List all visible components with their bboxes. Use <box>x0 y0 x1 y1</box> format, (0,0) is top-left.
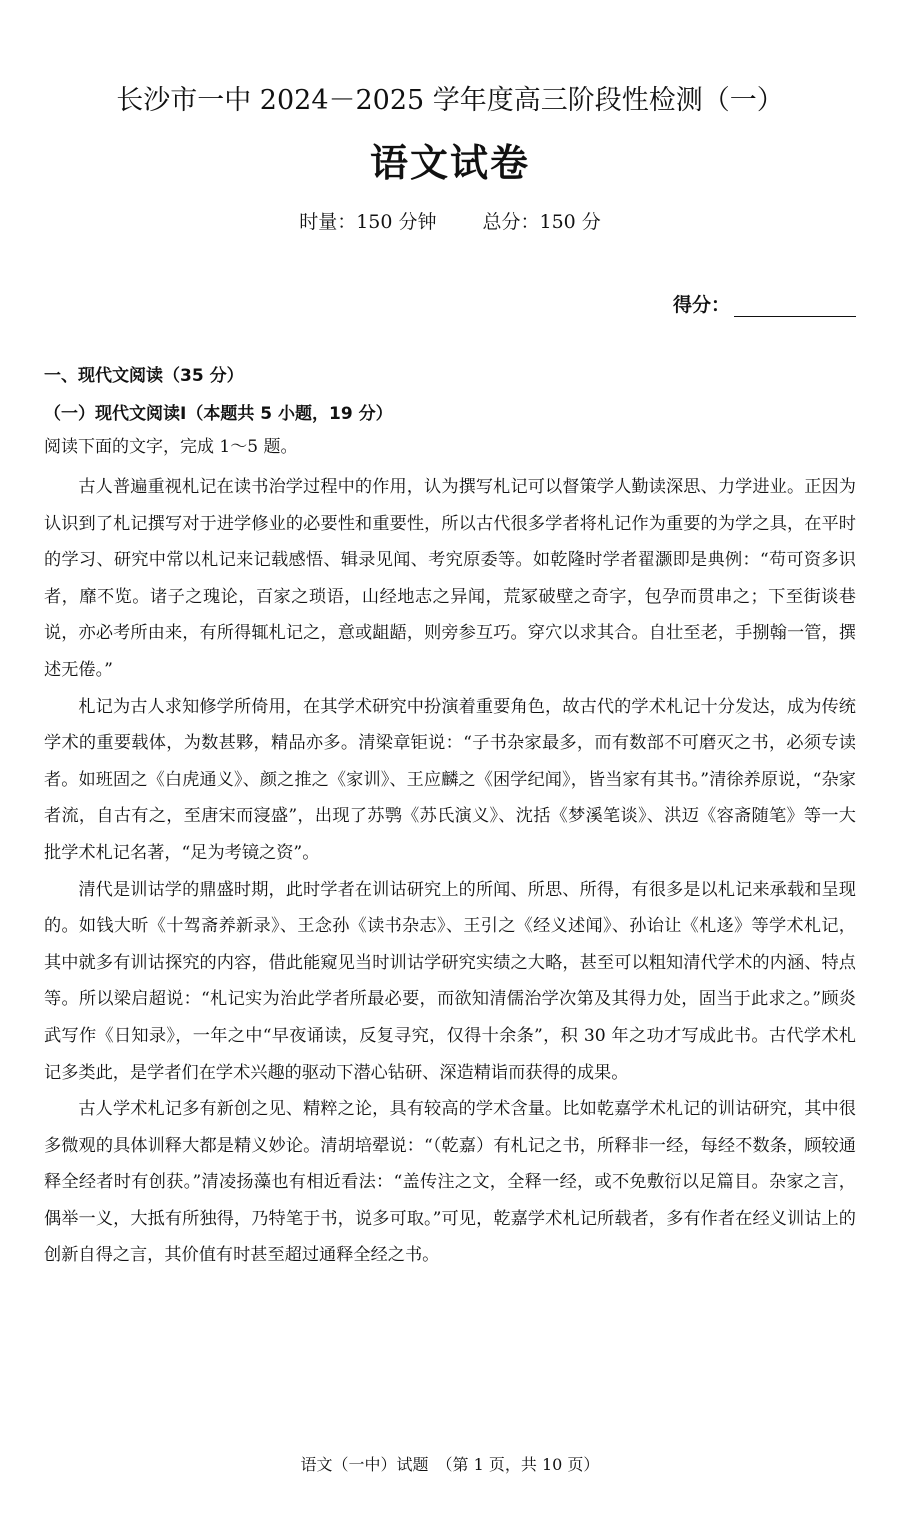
passage-paragraph: 札记为古人求知修学所倚用，在其学术研究中扮演着重要角色，故古代的学术札记十分发达，成为传统学术的重要载体，为数甚夥，精品亦多。清梁章钜说：“子书杂家最多，而有数部不可磨灭之书，必须专读者。如班固之《白虎通义》、颜之推之《家训》、王应麟之《困学纪闻》，皆当家有其书。”清徐养原说，“杂家者流，自古有之，至唐宋而寖盛”，出现了苏鹗《苏氏演义》、沈括《梦溪笔谈》、洪迈《容斋随笔》等一大批学术札记名著，“足为考镜之资”。 <box>44 696 856 863</box>
score-label: 得分： <box>672 294 730 316</box>
section-title: 一、现代文阅读（35 分） <box>44 366 244 386</box>
score-blank-line[interactable] <box>734 294 856 317</box>
school-title: 长沙市一中 2024－2025 学年度高三阶段性检测（一） <box>116 85 784 116</box>
paper-title: 语文试卷 <box>369 141 530 185</box>
reading-instruction: 阅读下面的文字，完成 1～5 题。 <box>44 437 298 457</box>
subsection-title: （一）现代文阅读Ⅰ（本题共 5 小题，19 分） <box>44 404 393 424</box>
time-label: 时量：150 分钟 <box>299 211 437 233</box>
passage-paragraph: 清代是训诂学的鼎盛时期，此时学者在训诂研究上的所闻、所思、所得，有很多是以札记来承载和呈现的。如钱大昕《十驾斋养新录》、王念孙《读书杂志》、王引之《经义述闻》、孙诒让《札迻》等学术札记，其中就多有训诂探究的内容，借此能窥见当时训诂学研究实绩之大略，甚至可以粗知清代学术的内涵、特点等。所以梁启超说：“札记实为治此学者所最必要，而欲知清儒治学次第及其得力处，固当于此求之。”顾炎武写作《日知录》，一年之中“早夜诵读，反复寻究，仅得十余条”，积 30 年之功才写成此书。古代学术札记多类此，是学者们在学术兴趣的驱动下潜心钻研、深造精诣而获得的成果。 <box>44 879 856 1083</box>
page-footer: 语文（一中）试题 （第 1 页，共 10 页） <box>300 1455 600 1474</box>
passage-paragraph: 古人普遍重视札记在读书治学过程中的作用，认为撰写札记可以督策学人勤读深思、力学进业。正因为认识到了札记撰写对于进学修业的必要性和重要性，所以古代很多学者将札记作为重要的为学之具，在平时的学习、研究中常以札记来记载感悟、辑录见闻、考究原委等。如乾隆时学者翟灏即是典例：“苟可资多识者，靡不览。诸子之瑰论，百家之琐语，山经地志之异闻，荒冢破壁之奇字，包孕而贯串之；下至街谈巷说，亦必考所由来，有所得辄札记之，意或龃龉，则旁参互巧。穿穴以求其合。自壮至老，手捌翰一管，撰述无倦。” <box>44 477 856 680</box>
reading-passage <box>44 469 856 1274</box>
exam-meta <box>0 207 900 234</box>
passage-paragraph: 古人学术札记多有新创之见、精粹之论，具有较高的学术含量。比如乾嘉学术札记的训诂研究，其中很多微观的具体训释大都是精义妙论。清胡培翚说：“（乾嘉）有札记之书，所释非一经，每经不数条，顾较通释全经者时有创获。”清凌扬藻也有相近看法：“盖传注之文，全释一经，或不免敷衍以足篇目。杂家之言，偶举一义，大抵有所独得，乃特笔于书，说多可取。”可见，乾嘉学术札记所载者，多有作者在经义训诂上的创新自得之言，其价值有时甚至超过通释全经之书。 <box>44 1099 856 1266</box>
score-field <box>673 290 856 317</box>
total-score-label: 总分：150 分 <box>482 211 601 233</box>
